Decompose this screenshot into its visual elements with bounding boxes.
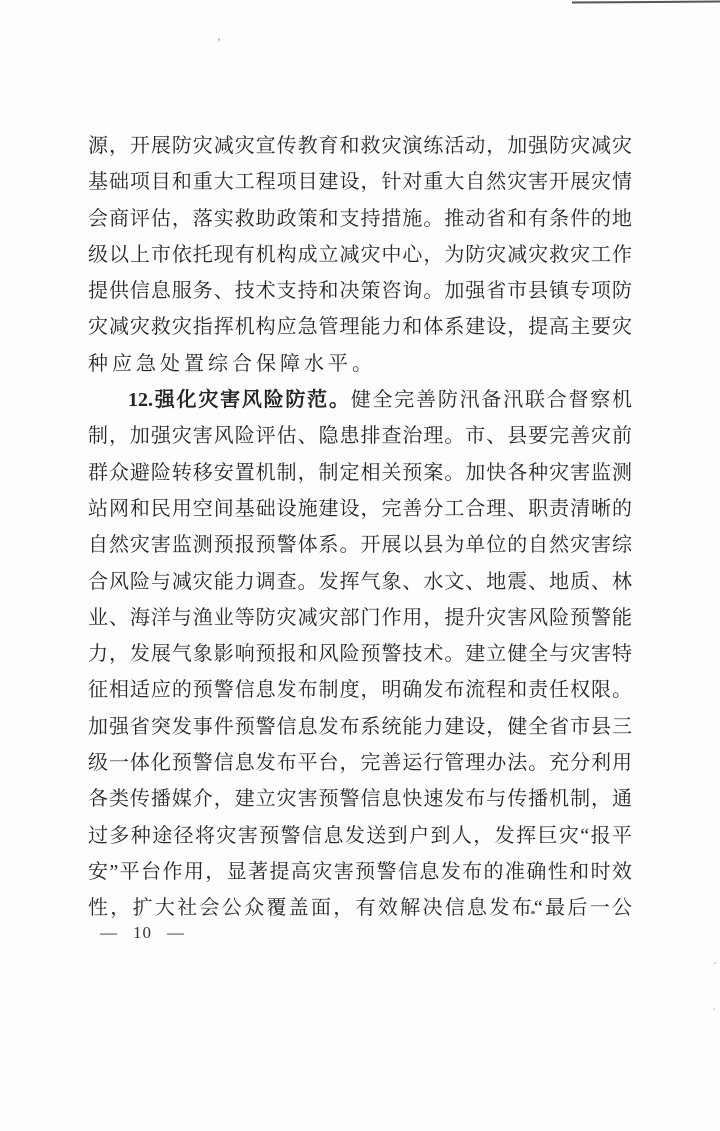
text-line <box>88 382 632 418</box>
text-line <box>88 890 632 926</box>
text-segment: 安”平台作用，显著提高灾害预警信息发布的准确性和时效 <box>88 860 632 883</box>
text-segment: 性，扩大社会公众覆盖面，有效解决信息发布“最后一公 <box>88 897 632 920</box>
text-segment: 种应急处置综合保障水平。 <box>88 352 376 375</box>
section-heading: 12.强化灾害风险防范。 <box>128 389 351 412</box>
text-segment: 过多种途径将灾害预警信息发送到户到人，发挥巨灾“报平 <box>88 824 632 847</box>
text-line <box>88 491 632 527</box>
scan-speck <box>713 1008 715 1010</box>
scan-artifact-top-edge <box>572 0 720 3</box>
text-segment: 级以上市依托现有机构成立减灾中心，为防灾减灾救灾工作 <box>88 243 632 266</box>
text-line <box>88 781 632 817</box>
text-segment: 灾减灾救灾指挥机构应急管理能力和体系建设，提高主要灾 <box>88 316 632 339</box>
text-line <box>88 346 632 382</box>
text-line <box>88 636 632 672</box>
text-line <box>88 418 632 454</box>
text-line <box>88 709 632 745</box>
text-segment: 制，加强灾害风险评估、隐患排查治理。市、县要完善灾前 <box>88 425 632 448</box>
text-line <box>88 201 632 237</box>
text-segment: 源，开展防灾减灾宣传教育和救灾演练活动，加强防灾减灾 <box>88 135 632 157</box>
text-line <box>88 164 632 200</box>
text-line <box>88 600 632 636</box>
text-segment: 站网和民用空间基础设施建设，完善分工合理、职责清晰的 <box>88 497 632 520</box>
text-segment: 提供信息服务、技术支持和决策咨询。加强省市县镇专项防 <box>88 280 632 303</box>
text-line <box>88 854 632 890</box>
text-line <box>88 128 632 164</box>
text-segment: 征相适应的预警信息发布制度，明确发布流程和责任权限。 <box>88 679 632 702</box>
text-segment: 各类传播媒介，建立灾害预警信息快速发布与传播机制，通 <box>88 788 632 811</box>
text-segment: 级一体化预警信息发布平台，完善运行管理办法。充分利用 <box>88 752 632 775</box>
text-line <box>88 309 632 345</box>
text-segment: 业、海洋与渔业等防灾减灾部门作用，提升灾害风险预警能 <box>88 606 632 629</box>
text-line <box>88 745 632 781</box>
text-segment: 加强省突发事件预警信息发布系统能力建设，健全省市县三 <box>88 715 632 738</box>
text-segment: 自然灾害监测预报预警体系。开展以县为单位的自然灾害综 <box>88 534 632 557</box>
text-line <box>88 818 632 854</box>
body-text <box>88 128 632 927</box>
page-number: 10 <box>133 923 152 942</box>
text-line <box>88 527 632 563</box>
text-line <box>88 237 632 273</box>
text-line <box>88 672 632 708</box>
scan-speck <box>714 962 716 964</box>
text-segment: 力，发展气象影响预报和风险预警技术。建立健全与灾害特 <box>88 643 632 666</box>
text-segment: 群众避险转移安置机制，制定相关预案。加快各种灾害监测 <box>88 461 632 484</box>
text-segment: 会商评估，落实救助政策和支持措施。推动省和有条件的地 <box>88 207 632 230</box>
scan-speck <box>218 38 220 41</box>
footer-dash-right: — <box>167 923 185 942</box>
page-footer <box>100 923 185 943</box>
text-line <box>88 273 632 309</box>
text-segment: 健全完善防汛备汛联合督察机 <box>350 389 632 412</box>
text-segment: 合风险与减灾能力调查。发挥气象、水文、地震、地质、林 <box>88 570 632 593</box>
footer-dash-left: — <box>100 923 118 942</box>
text-line <box>88 455 632 491</box>
text-line <box>88 564 632 600</box>
text-segment: 基础项目和重大工程项目建设，针对重大自然灾害开展灾情 <box>88 171 632 194</box>
